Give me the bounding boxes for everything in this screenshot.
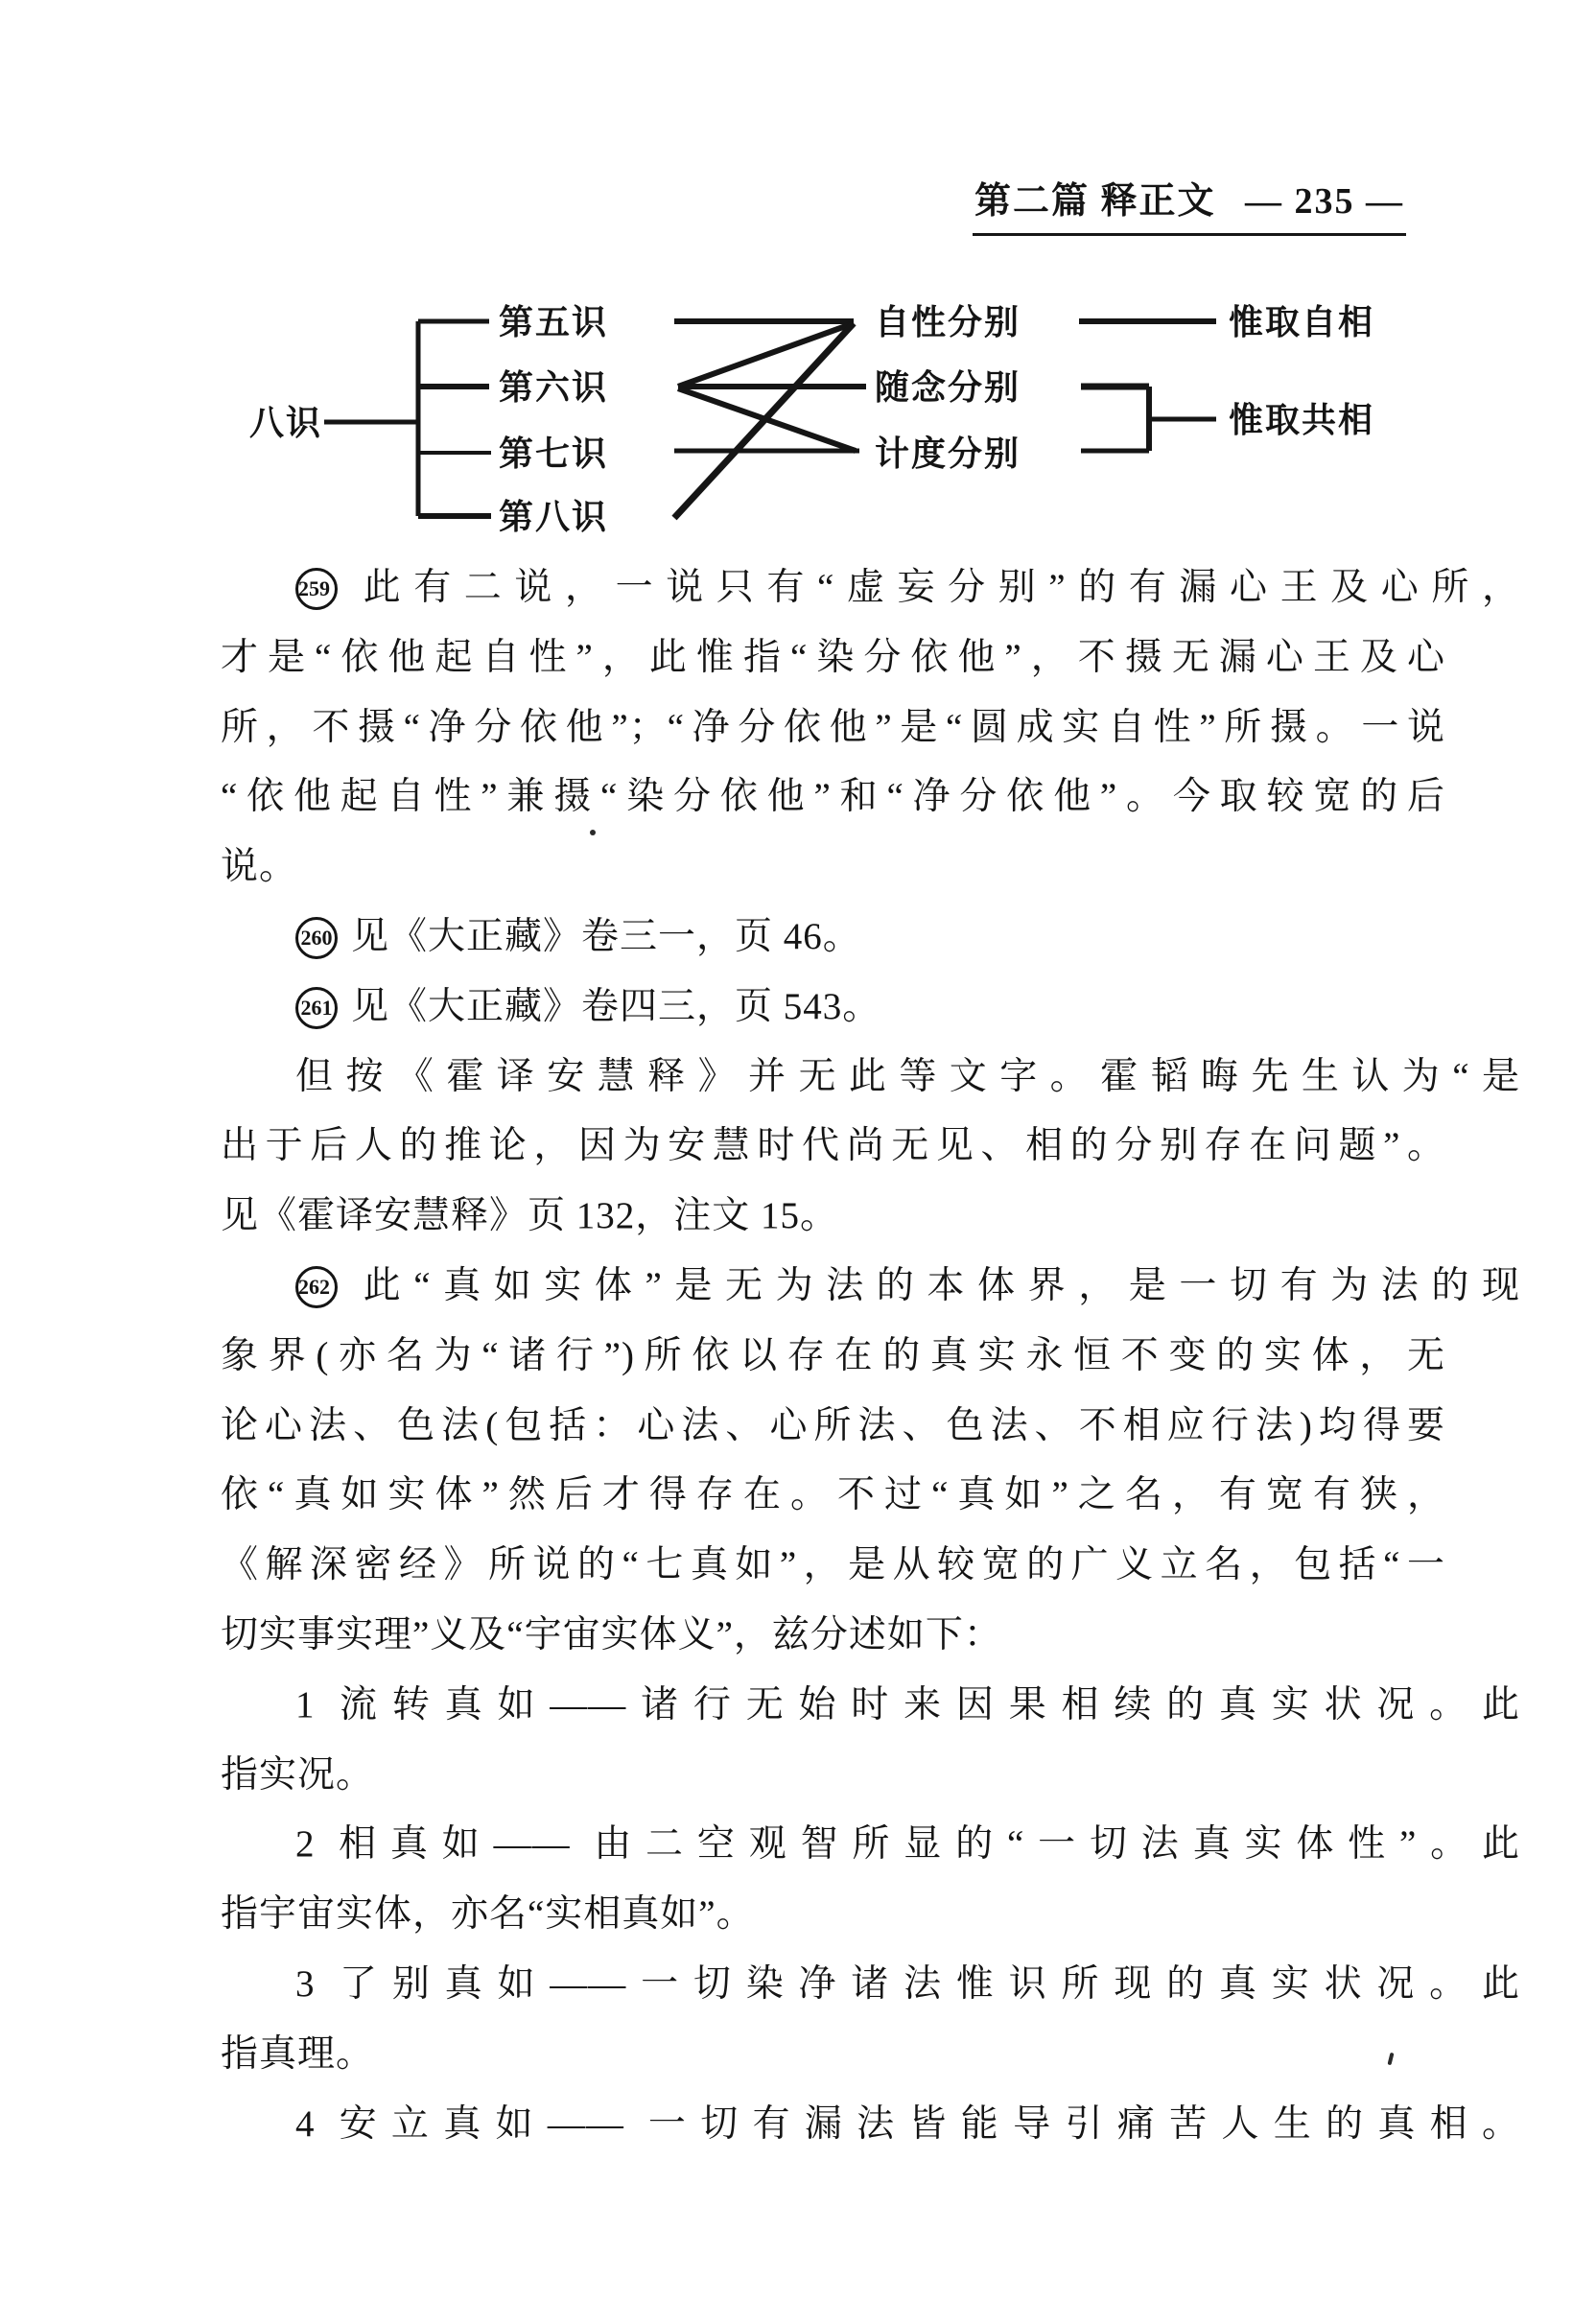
body-line <box>221 2028 374 2081</box>
section-title: 第二篇 释正文 <box>974 181 1216 222</box>
body-line <box>221 1538 1445 1592</box>
body-line <box>221 1888 755 1941</box>
body-line <box>221 701 1445 755</box>
body-line <box>221 1329 1445 1383</box>
header-rule <box>973 233 1406 236</box>
body-line-note-259 <box>221 561 1520 615</box>
diagram-node-discrimination: 随念分别 <box>875 368 1021 407</box>
body-line <box>221 1399 1445 1453</box>
eight-consciousnesses-diagram <box>221 269 1448 566</box>
diagram-node-discrimination: 自性分别 <box>875 303 1021 341</box>
note-number-badge: 259 <box>295 568 338 610</box>
body-line-text: 说。 <box>221 846 298 887</box>
body-line-text: 4 安立真如—— 一切有漏法皆能导引痛苦人生的真相。 <box>295 2103 1520 2145</box>
body-line <box>221 1749 374 1802</box>
body-line-text: 论心法、色法(包括：心法、心所法、色法、不相应行法)均得要 <box>221 1405 1445 1446</box>
note-number-badge: 261 <box>295 987 338 1029</box>
body-line-text: 此有二说，一说只有“虚妄分别”的有漏心王及心所， <box>351 567 1520 608</box>
diagram-node-consciousness: 第七识 <box>499 434 609 473</box>
body-line-text: 《解深密经》所说的“七真如”，是从较宽的广义立名，包括“一 <box>221 1544 1445 1585</box>
body-line-text: 3 了别真如——一切染净诸法惟识所现的真实状况。此 <box>295 1963 1520 2005</box>
diagram-node-consciousness: 第八识 <box>499 498 609 536</box>
body-line <box>221 840 297 894</box>
body-line <box>221 1818 1520 1871</box>
scan-artifact-mark <box>1387 2053 1394 2066</box>
body-line <box>221 1119 1445 1173</box>
note-number-badge: 262 <box>295 1266 338 1308</box>
body-line-text: 1 流转真如——诸行无始时来因果相续的真实状况。此 <box>295 1684 1520 1726</box>
diagram-node-apprehension: 惟取自相 <box>1229 303 1375 341</box>
body-line <box>221 1679 1520 1732</box>
body-line <box>221 1050 1520 1104</box>
body-line-text: 见《霍译安慧释》页 132，注文 15。 <box>221 1195 839 1236</box>
body-line-text: 指宇宙实体，亦名“实相真如”。 <box>221 1893 755 1935</box>
diagram-node-discrimination: 计度分别 <box>875 434 1021 473</box>
diagram-node-root: 八识 <box>249 404 323 442</box>
body-line-text: 见《大正藏》卷四三，页 543。 <box>351 986 881 1027</box>
body-line <box>221 631 1445 685</box>
page-number: — 235 — <box>1245 181 1404 222</box>
page-header <box>974 171 1404 223</box>
body-line-text: 见《大正藏》卷三一，页 46。 <box>351 916 861 957</box>
body-line-text: 2 相真如—— 由二空观智所显的“一切法真实体性”。此 <box>295 1823 1520 1865</box>
body-line <box>221 1189 838 1243</box>
body-line-text: 切实事实理”义及“宇宙实体义”，兹分述如下： <box>221 1614 1002 1655</box>
body-line-note-260 <box>221 910 861 964</box>
body-line-text: 所，不摄“净分依他”；“净分依他”是“圆成实自性”所摄。一说 <box>221 707 1445 748</box>
body-line <box>221 2098 1520 2151</box>
body-line <box>221 1608 1002 1662</box>
body-line-text: 此“真如实体”是无为法的本体界，是一切有为法的现 <box>351 1265 1520 1306</box>
body-line-text: 依“真如实体”然后才得存在。不过“真如”之名，有宽有狭， <box>221 1474 1445 1515</box>
diagram-node-consciousness: 第五识 <box>499 303 609 341</box>
body-line-text: 象界(亦名为“诸行”)所依以存在的真实永恒不变的实体，无 <box>221 1335 1445 1376</box>
diagram-node-consciousness: 第六识 <box>499 368 609 407</box>
body-line-text: “依他起自性”兼摄“染分依他”和“净分依他”。今取较宽的后 <box>221 776 1445 817</box>
body-line-note-261 <box>221 980 880 1034</box>
edge-v8-own <box>674 323 854 518</box>
body-line-text: 出于后人的推论，因为安慧时代尚无见、相的分别存在问题”。 <box>221 1125 1445 1166</box>
body-line-text: 指真理。 <box>221 2033 375 2075</box>
note-number-badge: 260 <box>295 917 338 959</box>
body-line-note-262 <box>221 1259 1520 1313</box>
body-line-text: 才是“依他起自性”，此惟指“染分依他”，不摄无漏心王及心 <box>221 637 1445 678</box>
body-line-text: 但按《霍译安慧释》并无此等文字。霍韬晦先生认为“是 <box>295 1056 1520 1097</box>
body-line <box>221 770 1445 824</box>
scan-artifact-dot <box>590 830 596 835</box>
body-line <box>221 1958 1520 2011</box>
diagram-node-apprehension: 惟取共相 <box>1229 401 1375 439</box>
body-line <box>221 1468 1445 1522</box>
body-line-text: 指实况。 <box>221 1754 375 1796</box>
